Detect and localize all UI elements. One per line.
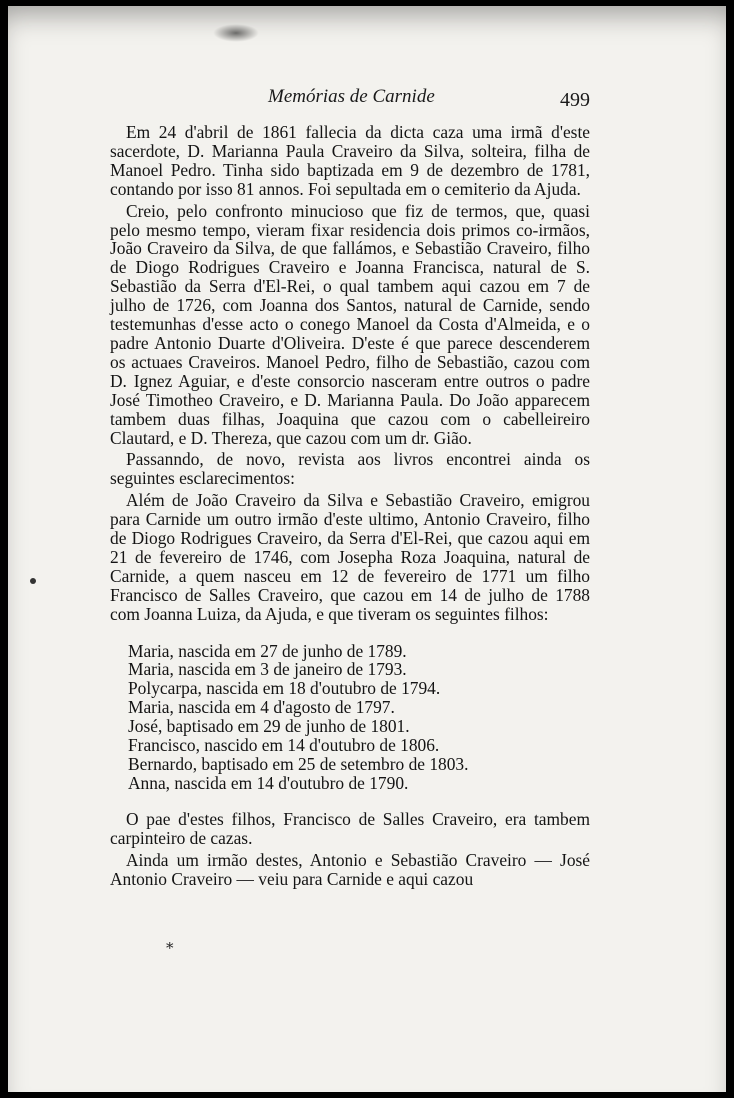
paragraph: O pae d'estes filhos, Francisco de Salles Craveiro, era tambem carpinteiro de cazas. <box>110 808 590 848</box>
list-item: Maria, nascida em 3 de janeiro de 1793. <box>128 659 407 680</box>
footer-mark: * <box>166 939 174 957</box>
list-item: Anna, nascida em 14 d'outubro de 1790. <box>128 772 409 793</box>
running-header-title: Memórias de Carnide <box>268 86 435 107</box>
book-page <box>8 6 726 1092</box>
list-item: Francisco, nascido em 14 d'outubro de 1806. <box>128 735 440 756</box>
paragraph: Em 24 d'abril de 1861 fallecia da dicta caza uma irmã d'este sacerdote, D. Marianna Paula Craveiro da Silva, solteira, filha de Manoel Pedro. Tinha sido baptizada em 9 de dezembro de 1781, contando por isso 81 annos. Foi sepultada em o cemiterio da Ajuda. <box>110 122 590 199</box>
children-list <box>128 642 590 793</box>
paragraph: Passanndo, de novo, revista aos livros encontrei ainda os seguintes esclarecimentos: <box>110 449 590 489</box>
page-number: 499 <box>560 89 590 111</box>
paragraph: Além de João Craveiro da Silva e Sebastião Craveiro, emigrou para Carnide um outro irmão d'este ultimo, Antonio Craveiro, filho de Diogo Rodrigues Craveiro, da Serra d'El-Rei, que cazou aqui em 21 de fevereiro de 1746, com Josepha Roza Joaquina, natural de Carnide, a quem nasceu em 12 de fevereiro de 1771 um filho Francisco de Salles Craveiro, que cazou em 14 de julho de 1788 com Joanna Luiza, da Ajuda, e que tiveram os seguintes filhos: <box>110 490 590 624</box>
list-item: José, baptisado em 29 de junho de 1801. <box>128 716 410 737</box>
list-item: Polycarpa, nascida em 18 d'outubro de 1794. <box>128 678 441 699</box>
list-item: Maria, nascida em 4 d'agosto de 1797. <box>128 697 395 718</box>
list-item: Bernardo, baptisado em 25 de setembro de 1803. <box>128 754 469 774</box>
list-item: Maria, nascida em 27 de junho de 1789. <box>128 640 407 661</box>
ink-smudge <box>213 24 259 42</box>
paragraph: Ainda um irmão destes, Antonio e Sebastião Craveiro — José Antonio Craveiro — veiu para Carnide e aqui cazou <box>110 849 590 889</box>
margin-dot <box>30 578 36 584</box>
body-text <box>110 123 590 891</box>
paragraph: Creio, pelo confronto minucioso que fiz de termos, que, quasi pelo mesmo tempo, vieram fixar residencia dois primos co-irmãos, João Craveiro da Silva, de que fallámos, e Sebastião Craveiro, filho de Diogo Rodrigues Craveiro e Joanna Francisca, natural de S. Sebastião da Serra d'El-Rei, o qual tambem aqui cazou em 7 de julho de 1726, com Joanna dos Santos, natural de Carnide, sendo testemunhas d'esse acto o conego Manoel da Costa d'Almeida, e o padre Antonio Duarte d'Oliveira. D'este é que parece descenderem os actuaes Craveiros. Manoel Pedro, filho de Sebastião, cazou com D. Ignez Aguiar, e d'este consorcio nasceram entre outros o padre José Timotheo Craveiro, e D. Marianna Paula. Do João apparecem tambem duas filhas, Joaquina que cazou com o cabelleireiro Clautard, e D. Thereza, que cazou com um dr. Gião. <box>110 200 590 448</box>
